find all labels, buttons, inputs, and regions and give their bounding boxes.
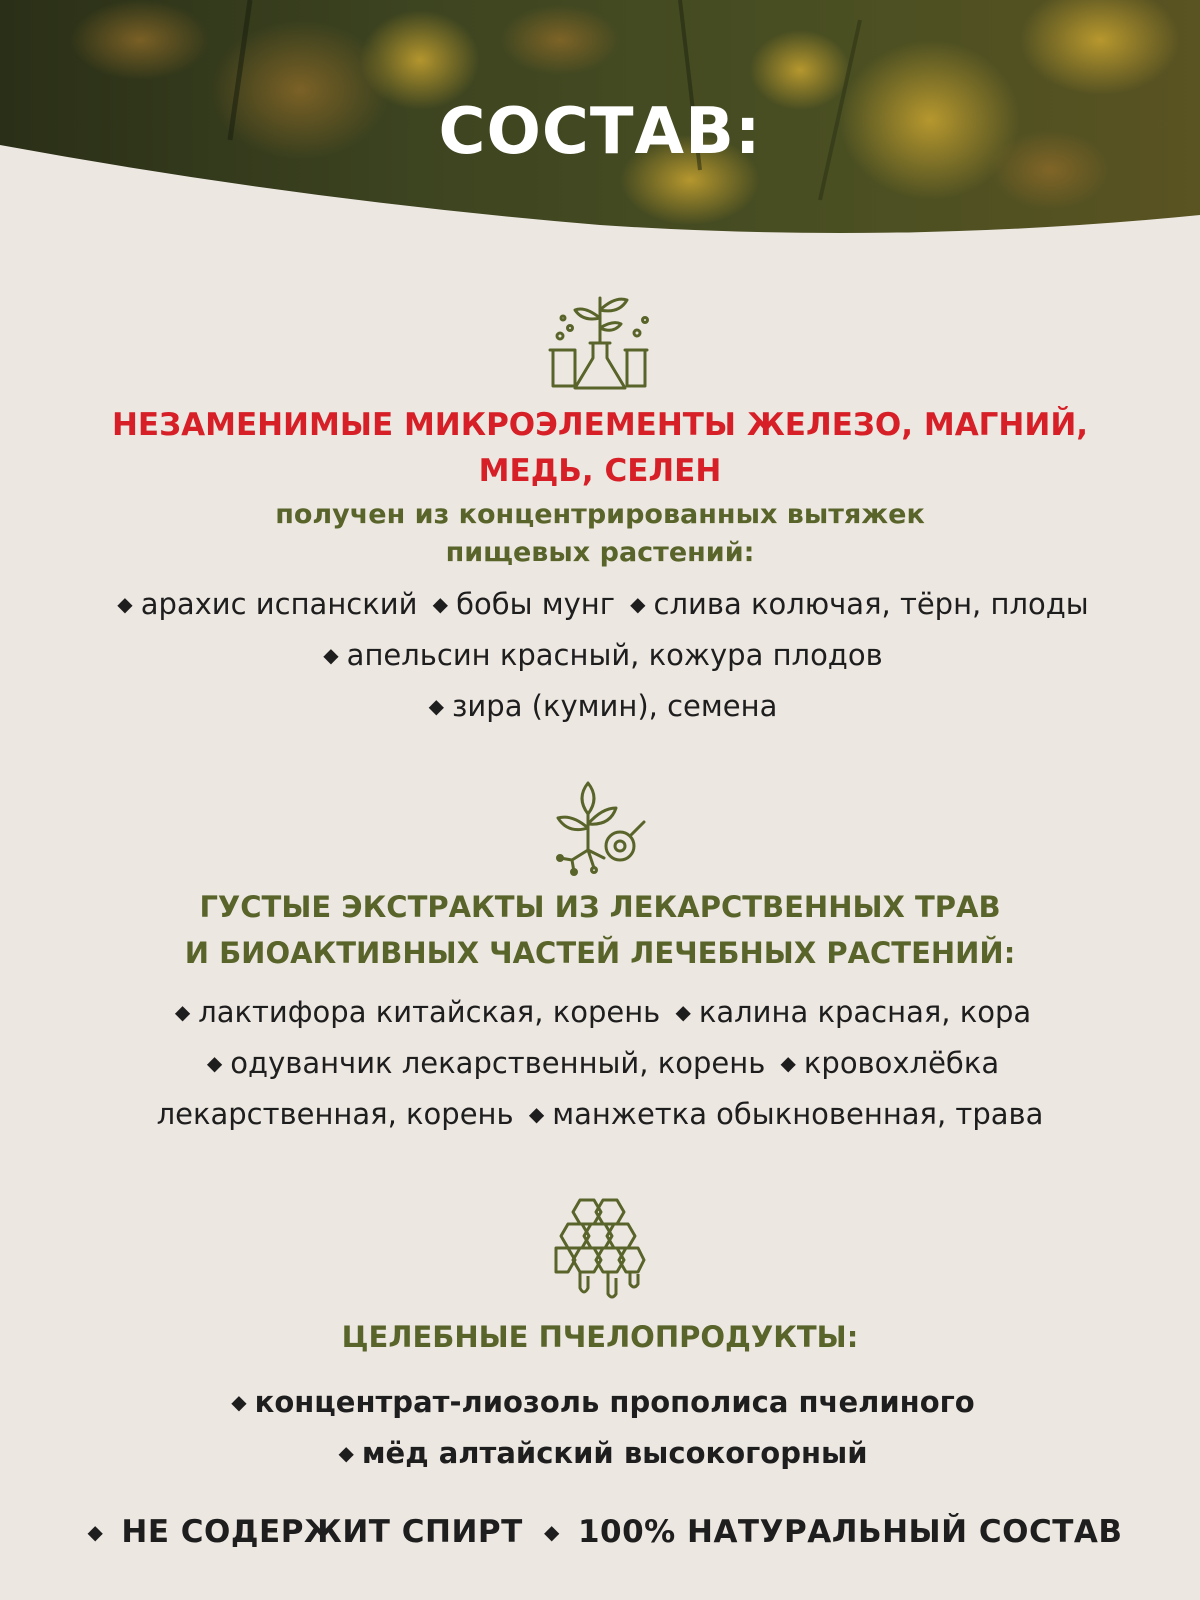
diamond-bullet-icon: ◆ [87, 1520, 104, 1544]
footer-claims [0, 1514, 1200, 1550]
list-item-text: манжетка обыкновенная, трава [552, 1097, 1044, 1131]
list-item-text: бобы мунг [456, 587, 615, 621]
ingredient-list [80, 580, 1120, 733]
footer-item [78, 1514, 523, 1550]
list-item [669, 995, 1031, 1029]
list-item-text: концентрат-лиозоль прополиса пчелиного [254, 1385, 975, 1419]
list-item [169, 995, 660, 1029]
list-item [317, 638, 882, 672]
section-bee-products [0, 1196, 1200, 1480]
ingredient-list [80, 988, 1120, 1141]
heading-line: ЦЕЛЕБНЫЕ ПЧЕЛОПРОДУКТЫ: [341, 1320, 859, 1354]
subheading-line: получен из концентрированных вытяжек [275, 499, 925, 530]
diamond-bullet-icon: ◆ [206, 1051, 223, 1075]
list-item-text: арахис испанский [140, 587, 418, 621]
diamond-bullet-icon: ◆ [231, 1390, 247, 1414]
list-item [332, 1436, 867, 1470]
honeycomb-icon [550, 1196, 650, 1302]
list-item [225, 1385, 974, 1419]
footer-item [534, 1514, 1122, 1550]
footer-item-text: НЕ СОДЕРЖИТ СПИРТ [121, 1514, 523, 1550]
heading-line: НЕЗАМЕНИМЫЕ МИКРОЭЛЕМЕНТЫ ЖЕЛЕЗО, МАГНИЙ, [111, 407, 1089, 443]
diamond-bullet-icon: ◆ [338, 1441, 354, 1465]
heading-line: МЕДЬ, СЕЛЕН [478, 453, 722, 489]
header-banner [0, 0, 1200, 240]
subheading-line: пищевых растений: [445, 537, 755, 568]
section-subheading [150, 496, 1050, 572]
section-herbal-extracts [0, 778, 1200, 1141]
section-heading [100, 1314, 1100, 1360]
footer-item-text: 100% НАТУРАЛЬНЫЙ СОСТАВ [577, 1514, 1123, 1550]
list-item-text: слива колючая, тёрн, плоды [653, 587, 1089, 621]
diamond-bullet-icon: ◆ [544, 1520, 560, 1544]
list-item [523, 1097, 1044, 1131]
list-item [201, 1046, 765, 1080]
list-item [427, 587, 615, 621]
diamond-bullet-icon: ◆ [630, 592, 646, 616]
list-item [624, 587, 1089, 621]
lab-flask-plant-icon [545, 288, 655, 396]
section-heading [100, 884, 1100, 976]
diamond-bullet-icon: ◆ [780, 1051, 796, 1075]
diamond-bullet-icon: ◆ [528, 1102, 545, 1126]
list-item [111, 587, 417, 621]
list-item-text: зира (кумин), семена [452, 689, 778, 723]
diamond-bullet-icon: ◆ [323, 643, 339, 667]
list-item-text: одуванчик лекарственный, корень [230, 1046, 766, 1080]
section-heading [100, 402, 1100, 494]
ingredient-list [80, 1378, 1120, 1480]
list-item-text: мёд алтайский высокогорный [361, 1436, 868, 1470]
list-item-text: апельсин красный, кожура плодов [346, 638, 883, 672]
list-item-text: лактифора китайская, корень [198, 995, 661, 1029]
diamond-bullet-icon: ◆ [117, 592, 133, 616]
list-item-text: калина красная, кора [698, 995, 1032, 1029]
diamond-bullet-icon: ◆ [428, 694, 445, 718]
list-item [423, 689, 778, 723]
list-item-text: кровохлёбка лекарственная, корень [156, 1046, 1000, 1131]
section-microelements [0, 288, 1200, 733]
diamond-bullet-icon: ◆ [432, 592, 449, 616]
plant-magnifier-icon [550, 778, 650, 878]
heading-line: ГУСТЫЕ ЭКСТРАКТЫ ИЗ ЛЕКАРСТВЕННЫХ ТРАВ [199, 890, 1001, 924]
heading-line: И БИОАКТИВНЫХ ЧАСТЕЙ ЛЕЧЕБНЫХ РАСТЕНИЙ: [184, 936, 1016, 970]
diamond-bullet-icon: ◆ [675, 1000, 691, 1024]
page-title: СОСТАВ: [438, 95, 762, 169]
diamond-bullet-icon: ◆ [174, 1000, 191, 1024]
